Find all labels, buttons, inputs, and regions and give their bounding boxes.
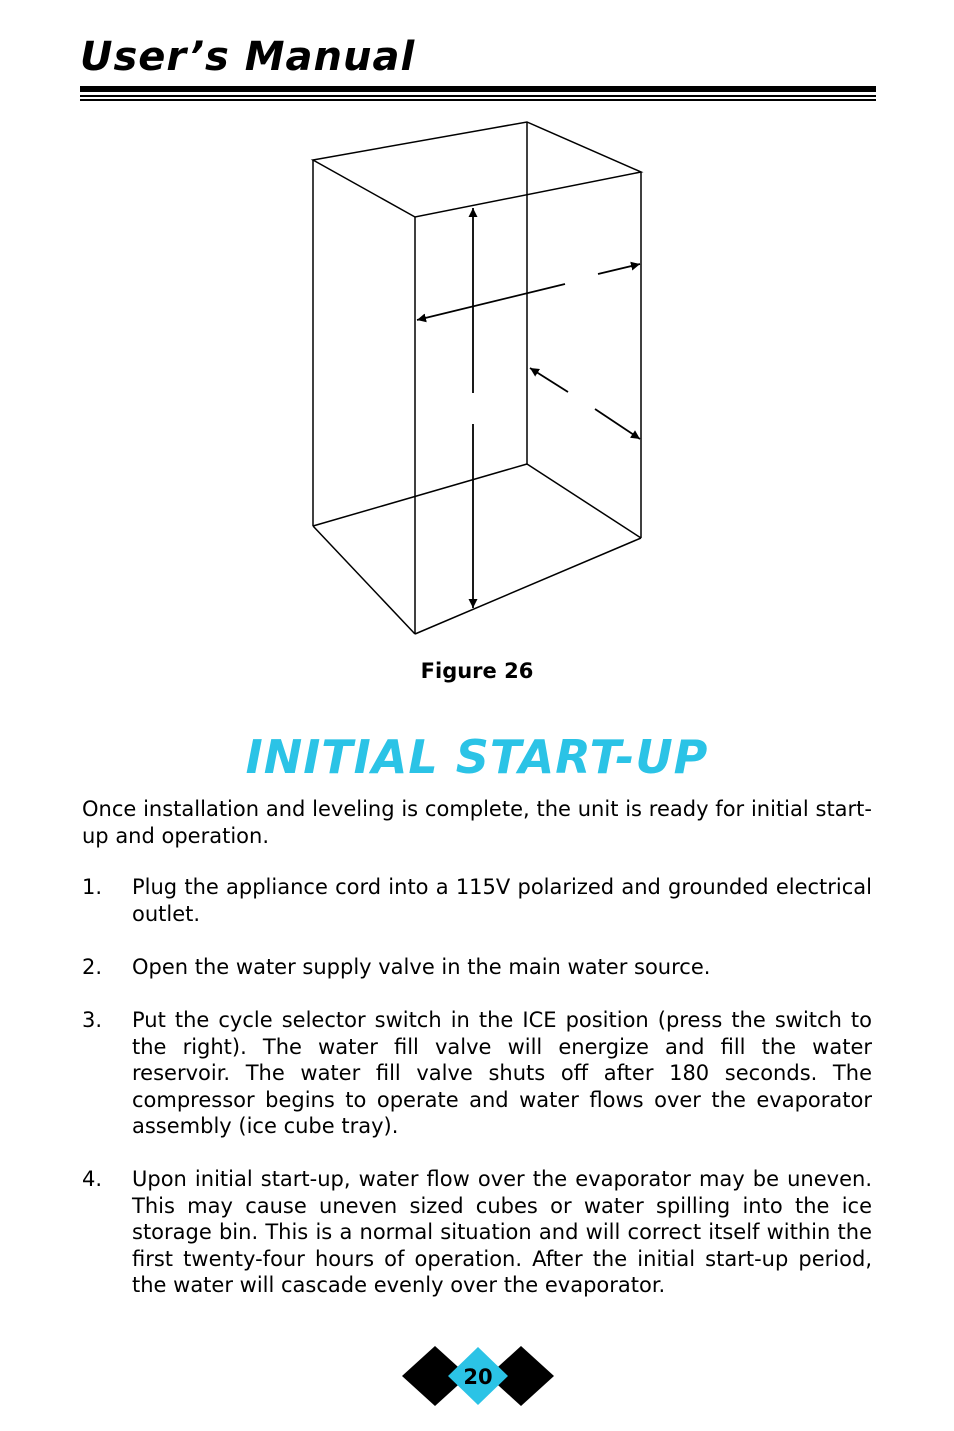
intro-paragraph: Once installation and leveling is complete, the unit is ready for initial start-up and operation.	[82, 797, 872, 848]
list-item	[82, 874, 872, 927]
step-number: 4.	[82, 1167, 103, 1191]
page-number-badge	[400, 1346, 556, 1406]
cabinet-box-outline	[313, 122, 641, 634]
page-header-title: User’s Manual	[80, 34, 416, 80]
list-item	[82, 954, 872, 981]
page-number: 20	[463, 1365, 493, 1389]
step-number: 3.	[82, 1008, 103, 1032]
step-number: 1.	[82, 875, 103, 899]
section-title: INITIAL START-UP	[245, 730, 709, 784]
step-text: Put the cycle selector switch in the ICE position (press the switch to the right). The water fill valve will energize and fill the water reservoir. The water fill valve shuts off after 180 seconds. The compressor begins to operate and water flows over the evaporator assembly (ice cube tray).	[132, 1008, 872, 1138]
step-text: Plug the appliance cord into a 115V polarized and grounded electrical outlet.	[132, 875, 872, 926]
width-arrow-left	[417, 284, 565, 320]
depth-arrow-front	[595, 409, 640, 439]
width-arrow-right	[598, 264, 640, 274]
step-text: Open the water supply valve in the main water source.	[132, 955, 711, 979]
header-rule-thin	[80, 99, 876, 101]
header-rule-thin	[80, 95, 876, 97]
list-item	[82, 1007, 872, 1140]
list-item	[82, 1166, 872, 1299]
step-number: 2.	[82, 955, 103, 979]
header-rule-thick	[80, 86, 876, 92]
cabinet-dimension-figure	[300, 110, 650, 650]
depth-arrow-back	[530, 368, 568, 392]
figure-caption: Figure 26	[420, 659, 534, 683]
dimension-arrows	[417, 208, 640, 608]
step-text: Upon initial start-up, water flow over the evaporator may be uneven. This may cause uneven sized cubes or water spilling into the ice storage bin. This is a normal situation and will correct itself within the first twenty-four hours of operation. After the initial start-up period, the water will cascade evenly over the evaporator.	[132, 1167, 872, 1297]
